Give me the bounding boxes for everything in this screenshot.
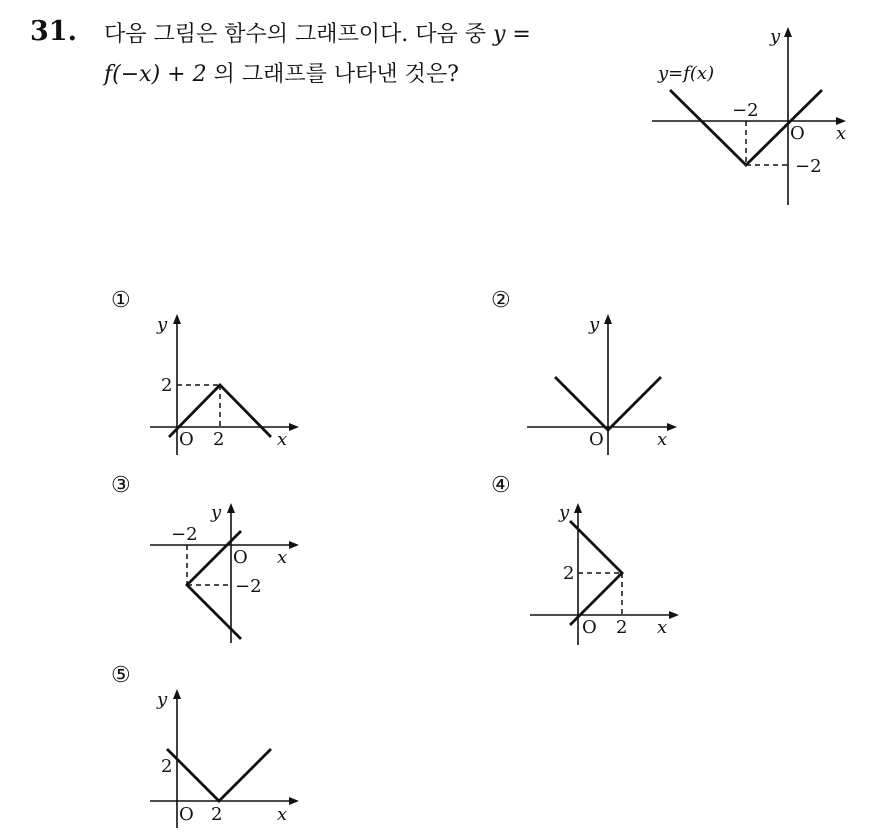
origin-label: O [582, 617, 597, 638]
origin-label: O [179, 804, 194, 825]
x-axis-label: x [657, 429, 668, 450]
given-graph [640, 20, 870, 210]
choice-marker: ④ [491, 473, 511, 498]
choice-marker: ② [491, 288, 511, 313]
y-axis-arrow [227, 503, 235, 513]
y-axis-label: y [559, 502, 570, 523]
question-number: 31. [30, 16, 77, 47]
function-label: y=f(x) [658, 63, 715, 84]
y-axis-arrow [173, 689, 181, 699]
tick-label-y: 2 [563, 563, 575, 584]
y-axis-label: y [157, 689, 168, 710]
x-axis-label: x [277, 804, 288, 825]
question-text-line1 [104, 17, 531, 48]
choice-4-graph [485, 470, 695, 650]
origin-label: O [589, 429, 604, 450]
x-axis-arrow [289, 541, 299, 549]
tick-label-y: 2 [161, 375, 173, 396]
y-axis-label: y [211, 502, 222, 523]
choice-1-graph [105, 285, 315, 460]
tick-label-y: 2 [161, 756, 173, 777]
tick-label-y: −2 [235, 576, 262, 597]
x-axis-label: x [657, 617, 668, 638]
choice-3-graph [105, 470, 315, 650]
question-math: f(−x) + 2 [104, 62, 207, 87]
choice-2-graph [485, 285, 695, 460]
choice-5-graph [105, 660, 315, 830]
function-curve [167, 749, 271, 801]
question-math: y = [493, 22, 531, 47]
tick-label-x: 2 [211, 804, 223, 825]
y-axis-label: y [157, 314, 168, 335]
origin-label: O [790, 123, 805, 144]
origin-label: O [233, 547, 248, 568]
y-axis-label: y [770, 26, 781, 47]
x-axis-arrow [667, 423, 677, 431]
x-axis-label: x [277, 429, 288, 450]
question-text-line2 [104, 57, 459, 88]
x-axis-arrow [289, 797, 299, 805]
choice-marker: ① [111, 288, 131, 313]
tick-label-x: −2 [171, 524, 198, 545]
x-axis-arrow [669, 611, 679, 619]
choice-marker: ⑤ [111, 663, 131, 688]
tick-label-y: −2 [795, 156, 822, 177]
tick-label-x: −2 [732, 100, 759, 121]
choice-marker: ③ [111, 473, 131, 498]
tick-label-x: 2 [213, 429, 225, 450]
question-text: 의 그래프를 나타낸 것은? [206, 62, 459, 87]
y-axis-arrow [784, 27, 792, 37]
y-axis-arrow [574, 503, 582, 513]
y-axis-label: y [589, 314, 600, 335]
tick-label-x: 2 [616, 617, 628, 638]
x-axis-arrow [289, 423, 299, 431]
y-axis-arrow [604, 314, 612, 324]
y-axis-arrow [173, 314, 181, 324]
origin-label: O [179, 429, 194, 450]
x-axis-label: x [277, 547, 288, 568]
question-text: 다음 그림은 함수의 그래프이다. 다음 중 [104, 22, 493, 47]
x-axis-label: x [836, 123, 847, 144]
